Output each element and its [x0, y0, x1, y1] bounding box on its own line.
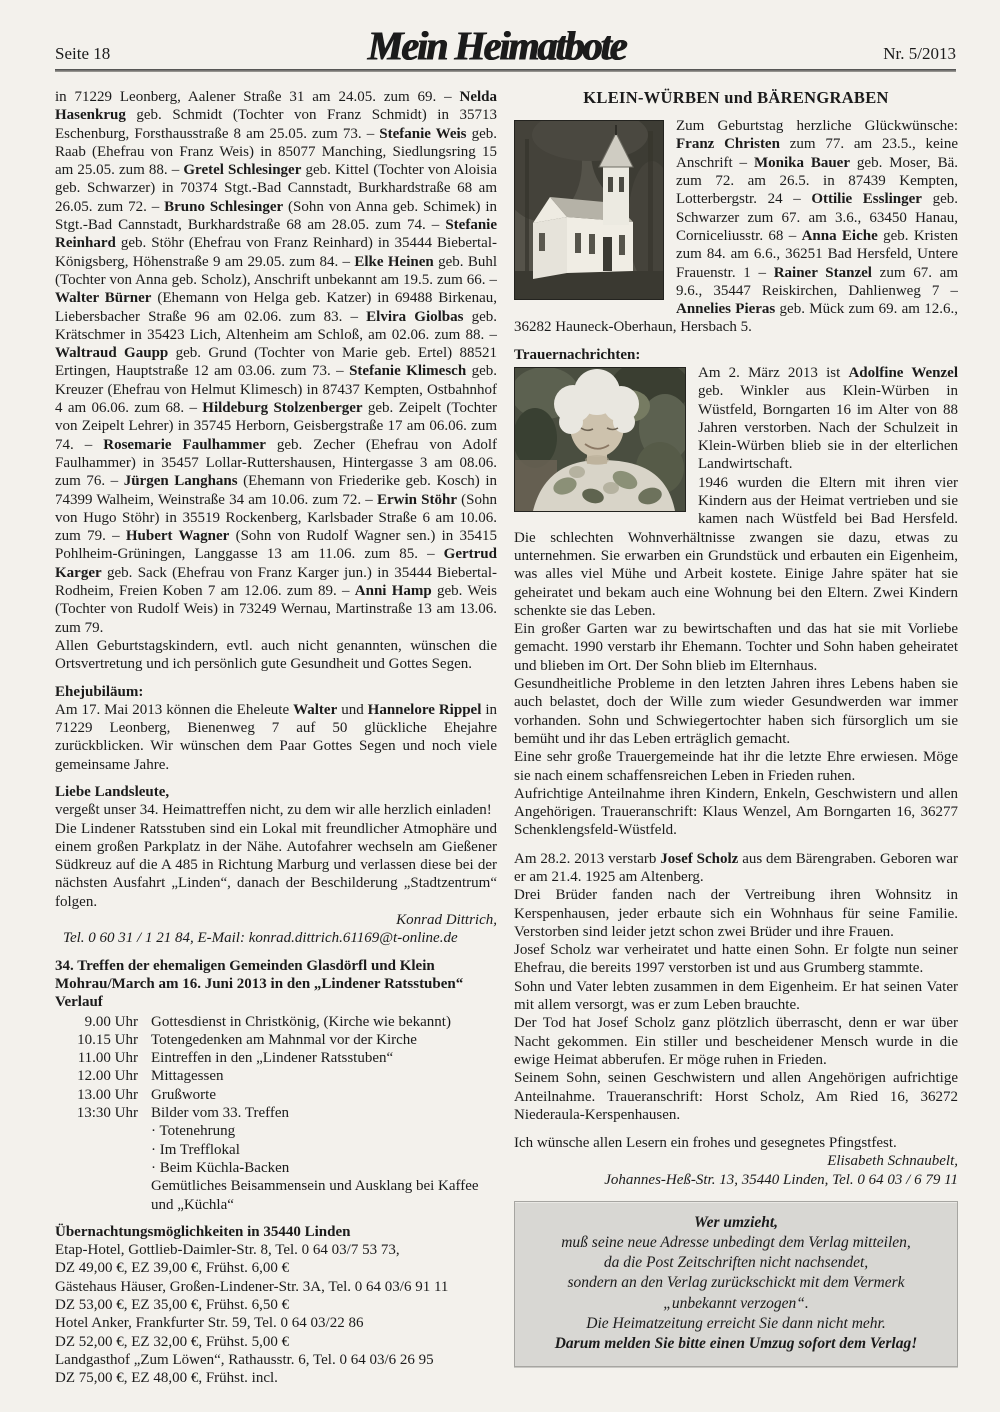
wenzel-paragraph: Aufrichtige Anteilnahme ihren Kindern, Enkeln, Geschwistern und allen Angehörigen. Traueranschrift: Klaus Wenzel, Am Borngarten 16, 36277 Schenklengsfeld-Wüstfeld. [514, 785, 958, 839]
schedule-row [55, 1013, 497, 1031]
treffen-schedule [55, 1013, 497, 1214]
wenzel-lead-paragraph: Am 2. März 2013 ist Adolfine Wenzel geb. Winkler aus Klein-Würben in Wüstfeld, Borngarten 16 im Alter von 88 Jahren verstorben. Nach der Schulzeit in Klein-Würben blieb sie in der elterlichen Landwirtschaft. [698, 364, 958, 473]
relocation-notice-box [514, 1201, 958, 1367]
klein-wuerben-birthdays-paragraph: Zum Geburtstag herzliche Glückwünsche: Franz Christen zum 77. am 23.5., keine Anschrift – Monika Bauer geb. Moser, Bä. zum 72. am 26.5. in 87439 Kempten, Lotterbergstr. 24 – Ottilie Esslinger geb. Schwarzer zum 67. am 3.6., 63450 Hanau, Corniceliusstr. 68 – Anna Eiche geb. Kristen zum 84. am 6.6., 36251 Bad Hersfeld, Untere Frauenstr. 1 – Rainer Stanzel zum 67. am 9.6., 35447 Reiskirchen, Dahlienweg 7 – Annelies Pieras geb. Mück zum 69. am 12.6., 36282 Hauneck-Oberhaun, Hersbach 5. [514, 118, 958, 336]
ehejubilaeum-paragraph: Am 17. Mai 2013 können die Eheleute Walter und Hannelore Rippel in 71229 Leonberg, Bienenweg 7 auf 50 glückliche Ehejahre zurückblicken. Wir wünschen dem Paar Gottes Segen und noch viele gemeinsame Jahre. [55, 701, 497, 773]
notice-line: Wer umzieht, [693, 1214, 779, 1232]
scholz-paragraph: Josef Scholz war verheiratet und hatte einen Sohn. Er folgte nun seiner Ehefrau, die bereits 1997 verstorben ist und aus Grumberg stammte. [514, 942, 958, 977]
schedule-extra-item: · Im Trefflokal [151, 1141, 240, 1158]
schedule-extra-row [55, 1177, 497, 1214]
signature-address: Johannes-Heß-Str. 13, 35440 Linden, Tel. 0 64 03 / 6 79 11 [604, 1171, 958, 1188]
hotel-line: Landgasthof „Zum Löwen“, Rathausstr. 6, Tel. 0 64 03/6 26 95 [55, 1351, 434, 1368]
birthday-closing-paragraph: Allen Geburtstagskindern, evtl. auch nicht genannten, wünschen die Ortsvertretung und ich persönlich gute Gesundheit und Gottes Segen. [55, 637, 497, 673]
scholz-paragraph: Drei Brüder fanden nach der Vertreibung ihren Wohnsitz in Kerspenhausen, jeder erbaute sich ein Wohnhaus für seine Familie. Verstorben sind leider jetzt schon zwei Brüder und ihre Frauen. [514, 887, 958, 940]
schedule-time: 11.00 Uhr [77, 1050, 138, 1067]
landsleute-directions-paragraph: Die Lindener Ratsstuben sind ein Lokal mit freundlicher Atmophäre und einem großen Parkplatz in der Nähe. Autofahrer wechseln am Gießener Südkreuz auf die A 485 in Richtung Marburg und verlassen diese bei der nächsten Ausfahrt „Linden“, danach der Beschilderung „Stadtzentrum“ folgen. [55, 820, 497, 910]
section-heading-klein-wuerben: KLEIN-WÜRBEN und BÄRENGRABEN [583, 88, 889, 107]
obituary-wenzel [514, 364, 958, 840]
signature-name: Elisabeth Schnaubelt, [827, 1153, 958, 1170]
schedule-time: 13.00 Uhr [77, 1086, 138, 1103]
schedule-row [55, 1049, 497, 1067]
schedule-time-spacer [55, 1122, 151, 1140]
schedule-extra-item: · Beim Küchla-Backen [151, 1159, 290, 1176]
notice-line: sondern an den Verlag zurückschickt mit dem Vermerk [567, 1274, 905, 1292]
schedule-time: 12.00 Uhr [77, 1068, 138, 1085]
portrait-photo [514, 367, 686, 512]
schedule-row [55, 1031, 497, 1049]
birthday-announcements-paragraph: in 71229 Leonberg, Aalener Straße 31 am 24.05. zum 69. – Nelda Hasenkrug geb. Schmidt (Tochter von Franz Schmidt) in 35713 Eschenburg, Forsthausstraße 8 am 25.05. zum 73. – Stefanie Weis geb. Raab (Ehefrau von Franz Weis) in 85077 Manching, Siedlungsring 15 am 25.05. zum 88. – Gretel Schlesinger geb. Kittel (Tochter von Aloisia geb. Schwarzer) in 70374 Stgt.-Bad Cannstadt, Burkhardstraße 68 am 26.05. zum 72. – Bruno Schlesinger (Sohn von Anna geb. Schimek) in Stgt.-Bad Cannstadt, Burkhardstraße 68 am 28.05. zum 74. – Stefanie Reinhard geb. Stöhr (Ehefrau von Franz Reinhard) in 35444 Biebertal-Königsberg, Höhenstraße 9 am 29.05. zum 84. – Elke Heinen geb. Buhl (Tochter von Anna geb. Scholz), Anschrift unbekannt am 19.5. zum 66. – Walter Bürner (Ehemann von Helga geb. Katzer) in 69488 Birkenau, Liebersbacher Straße 96 am 02.06. zum 83. – Elvira Giolbas geb. Krätschmer in 35423 Lich, Altenheim am Schloß, am 02.06. zum 88. – Waltraud Gaupp geb. Grund (Tochter von Marie geb. Ertel) 88521 Ertingen, Hauptstraße 12 am 03.06. zum 73. – Stefanie Klimesch geb. Kreuzer (Ehefrau von Helmut Klimesch) in 87437 Kempten, Ostbahnhof 4 am 06.06. zum 68. – Hildeburg Stolzenberger geb. Zeipelt (Tochter von Zeipelt Lehrer) in 35745 Herborn, Geisbergstraße 17 am 06.06. zum 74. – Rosemarie Faulhammer geb. Zecher (Ehefrau von Adolf Faulhammer) in 35457 Lollar-Ruttershausen, Hintergasse 3 am 08.06. zum 76. – Jürgen Langhans (Ehemann von Friederike geb. Kosch) in 74399 Walheim, Weinstraße 34 am 10.06. zum 72. – Erwin Stöhr (Sohn von Hugo Stöhr) in 35519 Rockenberg, Karlsbader Straße 6 am 10.06. zum 79. – Hubert Wagner (Sohn von Rudolf Wagner sen.) in 35415 Pohlheim-Grüningen, Langgasse 13 am 11.06. zum 85. – Gertrud Karger geb. Sack (Ehefrau von Franz Karger jun.) in 35444 Biebertal-Rodheim, Freien Koben 7 am 12.06. zum 89. – Anni Hamp geb. Weis (Tochter von Rudolf Weis) in 73249 Wernau, Martinstraße 13 am 13.06. zum 79. [55, 89, 497, 636]
scholz-paragraph: Sohn und Vater lebten zusammen in dem Eigenheim. Er hat seinen Vater mit allem versorgt, was er zum Leben brauchte. [514, 978, 958, 1014]
schedule-item: Gottesdienst in Christkönig, (Kirche wie bekannt) [151, 1013, 451, 1030]
liebe-landsleute-heading: Liebe Landsleute, [55, 783, 170, 800]
scholz-paragraph: Der Tod hat Josef Scholz ganz plötzlich überrascht, denn er war über Nacht gekommen. Ein stiller und bescheidener Mensch wurde in die ewige Heimat abberufen. Er möge ruhen in Frieden. [514, 1015, 958, 1068]
page-number-label: Seite 18 [55, 44, 111, 63]
schedule-extra-item: Gemütliches Beisammensein und Ausklang bei Kaffee und „Küchla“ [151, 1178, 479, 1213]
schedule-extra-row [55, 1141, 497, 1159]
schedule-extra-row [55, 1122, 497, 1140]
hotel-line: Etap-Hotel, Gottlieb-Daimler-Str. 8, Tel. 0 64 03/7 53 73, [55, 1242, 400, 1259]
schedule-time-spacer [55, 1141, 151, 1159]
hotel-line: DZ 53,00 €, EZ 35,00 €, Frühst. 6,50 € [55, 1297, 290, 1313]
treffen-heading: 34. Treffen der ehemaligen Gemeinden Glasdörfl und Klein Mohrau/March am 16. Juni 2013 in den „Lindener Ratsstuben“ [55, 957, 464, 992]
schedule-row [55, 1086, 497, 1104]
schedule-item: Grußworte [151, 1086, 216, 1103]
notice-line: da die Post Zeitschriften nicht nachsendet, [603, 1254, 869, 1272]
schedule-row [55, 1104, 497, 1122]
hotel-line: Gästehaus Häuser, Großen-Lindener-Str. 3A, Tel. 0 64 03/6 91 11 [55, 1278, 449, 1295]
hotel-line: Hotel Anker, Frankfurter Str. 59, Tel. 0 64 03/22 86 [55, 1315, 364, 1332]
treffen-subheading: Verlauf [55, 994, 103, 1011]
signer-contact: Tel. 0 60 31 / 1 21 84, E-Mail: konrad.dittrich.61169@t-online.de [63, 930, 458, 947]
landsleute-invitation-paragraph: vergeßt unser 34. Heimattreffen nicht, zu dem wir alle herzlich einladen! [55, 802, 492, 819]
schedule-time-spacer [55, 1177, 151, 1214]
schedule-time-spacer [55, 1159, 151, 1177]
hotel-line: DZ 49,00 €, EZ 39,00 €, Frühst. 6,00 € [55, 1260, 290, 1277]
hotel-line: DZ 75,00 €, EZ 48,00 €, Frühst. incl. [55, 1370, 278, 1387]
birthday-section-with-photo [514, 117, 958, 337]
schedule-extra-item: · Totenehrung [151, 1123, 236, 1140]
wenzel-paragraph: Eine sehr große Trauergemeinde hat ihr die letzte Ehre erwiesen. Möge sie nach einem schaffensreichen Leben in Frieden ruhen. [514, 749, 958, 784]
issue-number-label: Nr. 5/2013 [883, 44, 956, 63]
church-photo [514, 120, 664, 300]
page-header [55, 22, 956, 72]
hotel-list [55, 1241, 497, 1387]
spacer [514, 840, 958, 850]
pfingst-greeting: Ich wünsche allen Lesern ein frohes und gesegnetes Pfingstfest. [514, 1135, 897, 1152]
scholz-lead-paragraph: Am 28.2. 2013 verstarb Josef Scholz aus dem Bärengraben. Geboren war er am 21.4. 1925 am Altenberg. [514, 850, 958, 885]
schedule-time: 13:30 Uhr [76, 1105, 138, 1122]
scholz-paragraph: Seinem Sohn, seinen Geschwistern und allen Angehörigen aufrichtige Anteilnahme. Traueranschrift: Horst Scholz, Am Ried 16, 36272 Niederaula-Kerspenhausen. [514, 1070, 958, 1123]
notice-line: Darum melden Sie bitte einen Umzug sofort dem Verlag! [554, 1334, 918, 1352]
schedule-item: Totengedenken am Mahnmal vor der Kirche [151, 1031, 417, 1048]
schedule-time: 9.00 Uhr [84, 1013, 138, 1030]
left-column [55, 88, 497, 1410]
uebernachtung-heading: Übernachtungsmöglichkeiten in 35440 Linden [55, 1223, 351, 1240]
wenzel-paragraph: Ein großer Garten war zu bewirtschaften und das hat sie mit Vorliebe gemacht. 1990 verstarb ihr Ehemann. Tochter und Sohn haben geheiratet und blieben im Ort. Der Sohn blieb im Elternhaus. [514, 621, 958, 674]
obituary-scholz [514, 850, 958, 1124]
schedule-item: Mittagessen [151, 1068, 224, 1085]
spacer [514, 1124, 958, 1134]
signer-name: Konrad Dittrich, [396, 912, 497, 929]
schedule-item: Bilder vom 33. Treffen [151, 1105, 290, 1122]
masthead-title: Mein Heimatbote [367, 22, 626, 69]
right-column [514, 88, 958, 1410]
schedule-time: 10.15 Uhr [77, 1031, 138, 1048]
notice-line: muß seine neue Adresse unbedingt dem Verlag mitteilen, [561, 1234, 911, 1252]
schedule-extra-row [55, 1159, 497, 1177]
notice-line: Die Heimatzeitung erreicht Sie dann nicht mehr. [586, 1314, 886, 1332]
wenzel-paragraph: 1946 wurden die Eltern mit ihren vier Kindern aus der Heimat vertrieben und sie kamen nach Wüstfeld bei Bad Hersfeld. Die schlechten Wohnverhältnisse zwangen sie dazu, etwas zu unternehmen. Sie erwarben ein Grundstück und erbauten ein Eigenheim, was alles viel Mühe und Arbeit kostete. Einige Jahre später hat sie geheiratet und bekam auch eine Wohnung bei den Eltern. Zwei Kindern schenkte sie das Leben. [514, 474, 958, 619]
header-rule [55, 69, 956, 72]
schedule-item: Eintreffen in den „Lindener Ratsstuben“ [151, 1050, 394, 1067]
ehejubilaeum-heading: Ehejubiläum: [55, 683, 144, 700]
hotel-line: DZ 52,00 €, EZ 32,00 €, Frühst. 5,00 € [55, 1333, 290, 1350]
notice-line: „unbekannt verzogen“. [663, 1294, 809, 1312]
wenzel-paragraph: Gesundheitliche Probleme in den letzten Jahren ihres Lebens haben sie auch belastet, doch der Wille zum wieder Gesundwerden war immer vorhanden. Sohn und Schwiegertochter haben sich fürsorglich um sie bemüht und ihr das Leben erträglich gemacht. [514, 676, 958, 747]
trauernachrichten-heading: Trauernachrichten: [514, 346, 641, 363]
schedule-row [55, 1067, 497, 1085]
